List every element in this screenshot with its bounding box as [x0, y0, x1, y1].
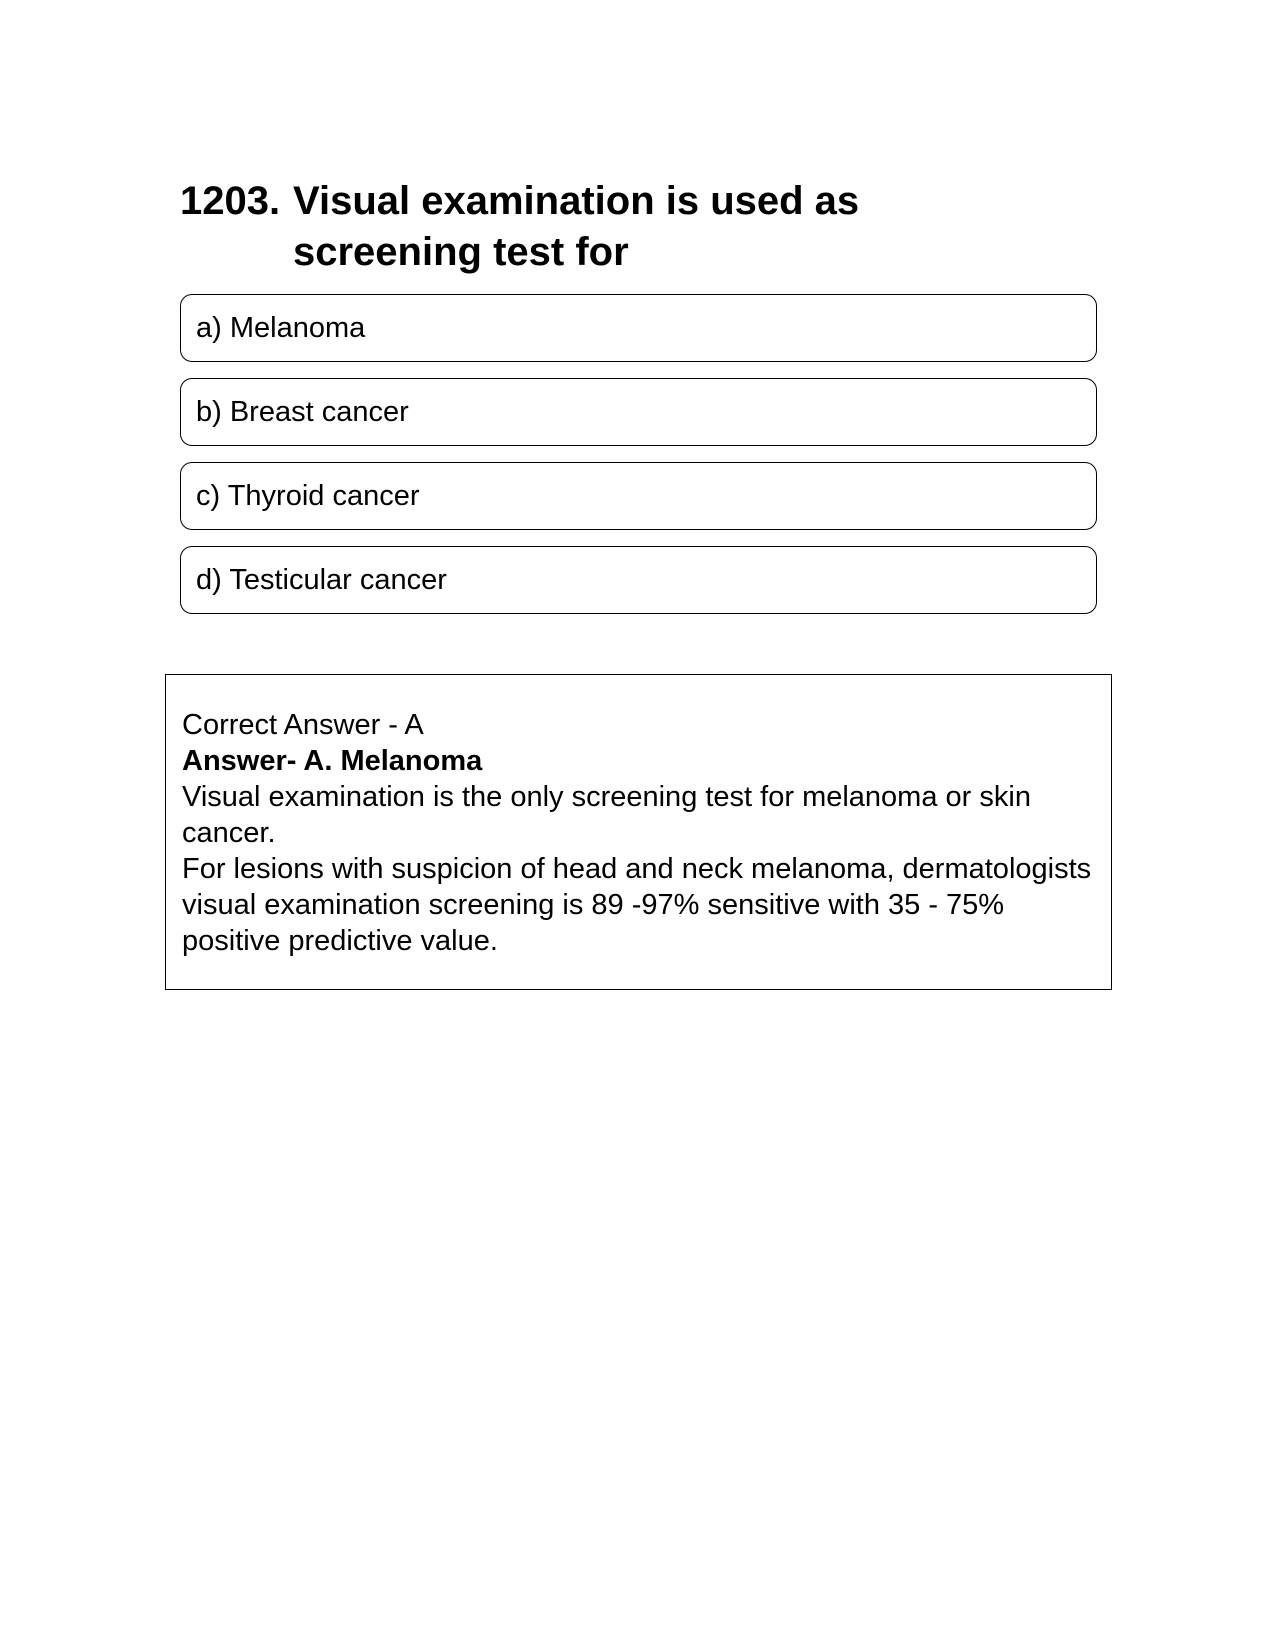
- answer-explanation-box: [165, 674, 1112, 990]
- option-a-label: a) Melanoma: [196, 311, 366, 344]
- question-number: 1203.: [180, 179, 281, 223]
- answer-heading: Answer- A. Melanoma: [182, 745, 483, 777]
- question-heading: [180, 176, 940, 278]
- option-c[interactable]: [180, 462, 1097, 530]
- option-d-label: d) Testicular cancer: [196, 563, 447, 596]
- options-list: [180, 294, 1097, 630]
- option-d[interactable]: [180, 546, 1097, 614]
- explanation-paragraph-1: Visual examination is the only screening test for melanoma or skin cancer.: [182, 781, 1031, 849]
- option-a[interactable]: [180, 294, 1097, 362]
- option-b[interactable]: [180, 378, 1097, 446]
- explanation-paragraph-2: For lesions with suspicion of head and neck melanoma, dermatologists visual examination screening is 89 -97% sensitive with 35 - 75% positive predictive value.: [182, 853, 1092, 957]
- correct-answer-line: Correct Answer - A: [182, 709, 424, 741]
- option-b-label: b) Breast cancer: [196, 395, 409, 428]
- question-text: Visual examination is used as screening test for: [293, 179, 860, 274]
- option-c-label: c) Thyroid cancer: [196, 479, 420, 512]
